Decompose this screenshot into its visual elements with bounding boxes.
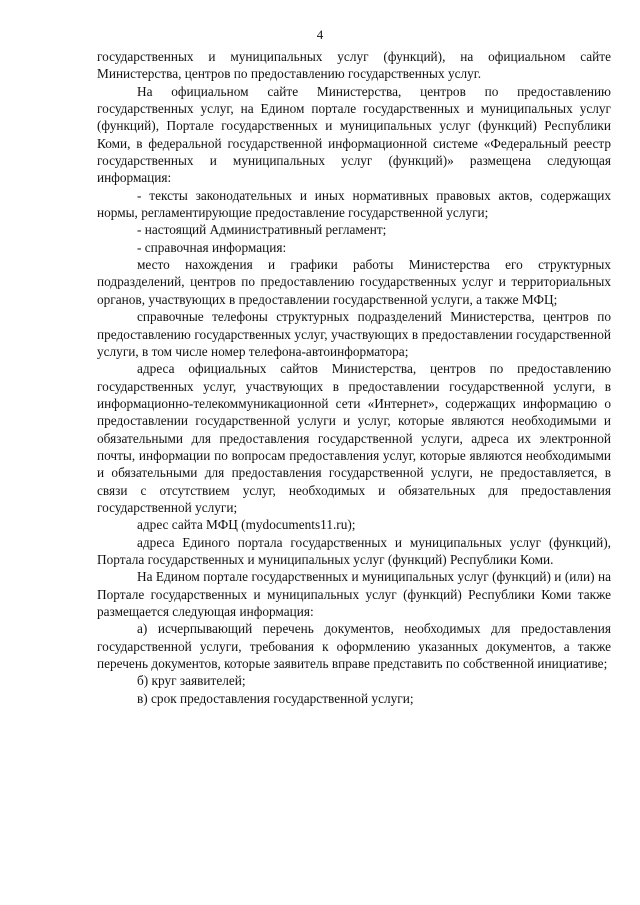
list-item-a-documents: а) исчерпывающий перечень документов, необходимых для предоставления государственной услуги, требования к оформлению указанных документов, а также перечень документов, которые заявитель вправе представить по собственной инициативе; <box>97 621 611 672</box>
paragraph-location-schedule: место нахождения и графики работы Министерства его структурных подразделений, центров по предоставлению государственных услуг и территориальных органов, участвующих в предоставлении государственной услуги, а также МФЦ; <box>97 257 611 307</box>
paragraph-portal-info: На Едином портале государственных и муниципальных услуг (функций) и (или) на Портале государственных и муниципальных услуг (функций) Республики Коми также размещается следующая информация: <box>97 569 611 619</box>
paragraph-continuation: государственных и муниципальных услуг (функций), на официальном сайте Министерства, центров по предоставлению государственных услуг. <box>97 49 611 82</box>
list-item-reference-info: - справочная информация: <box>137 239 287 255</box>
paragraph-reference-phones: справочные телефоны структурных подразделений Министерства, центров по предоставлению государственных услуг, участвующих в предоставлении государственной услуги, в том числе номер телефона-автоинформатора; <box>97 309 611 359</box>
paragraph-official-websites: адреса официальных сайтов Министерства, центров по предоставлению государственных услуг, участвующих в предоставлении государственной услуги, в информационно-телекоммуникационной сети «Интернет», содержащих информацию о предоставлении государственной услуги и услуг, которые являются необходимыми и обязательными для предоставления государственной услуги, адреса их электронной почты, информации по вопросам предоставления услуг, которые являются необходимыми и обязательными для предоставления государственной услуги, не предоставляется, в связи с отсутствием услуг, необходимых и обязательных для предоставления государственной услуги; <box>97 361 611 515</box>
paragraph-mfc-website: адрес сайта МФЦ (mydocuments11.ru); <box>137 517 356 533</box>
list-item-b-applicants: б) круг заявителей; <box>137 673 246 689</box>
document-body <box>97 48 611 707</box>
paragraph-portal-addresses: адреса Единого портала государственных и муниципальных услуг (функций), Портала государственных и муниципальных услуг (функций) Республики Коми. <box>97 534 611 567</box>
list-item-c-term: в) срок предоставления государственной услуги; <box>137 690 414 706</box>
list-item-regulation: - настоящий Административный регламент; <box>137 222 387 238</box>
paragraph-info-placement: На официальном сайте Министерства, центров по предоставлению государственных услуг, на Едином портале государственных и муниципальных услуг (функций), Портале государственных и муниципальных услуг (функций) Республики Коми, в федеральной государственной информационной системе «Федеральный реестр государственных и муниципальных услуг (функций)» размещена следующая информация: <box>97 83 611 186</box>
list-item-legal-acts: - тексты законодательных и иных нормативных правовых актов, содержащих нормы, регламентирующие предоставление государственной услуги; <box>97 187 611 221</box>
page-number: 4 <box>316 27 324 42</box>
